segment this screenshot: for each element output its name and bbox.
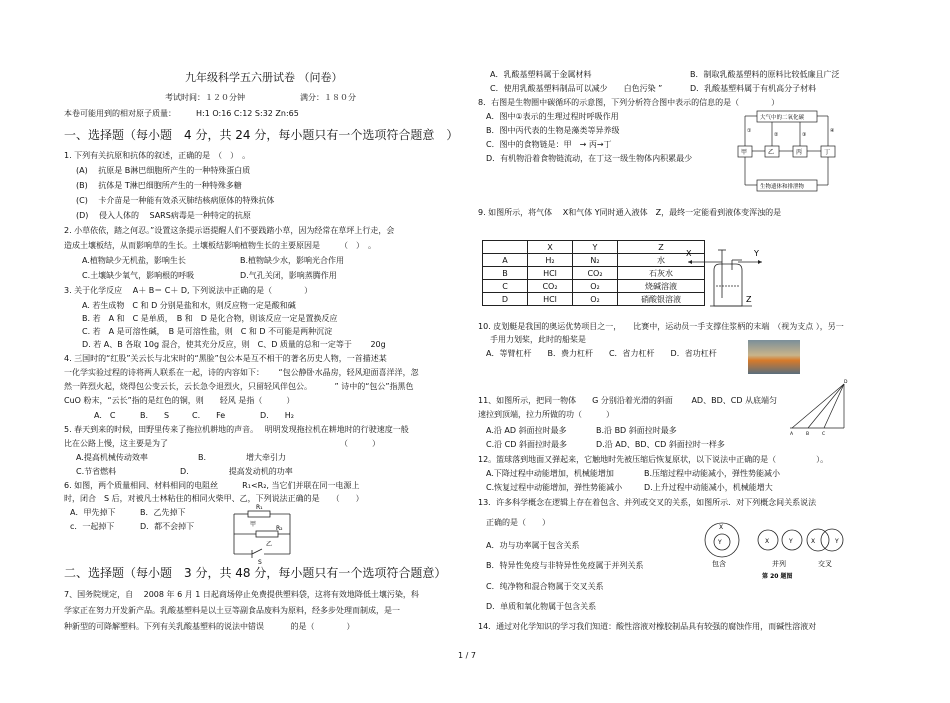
table-row: [483, 293, 705, 306]
q10-stem-line1: 10. 皮划艇是我国的奥运优势项目之一， 比赛中，运动员一手支撑住浆柄的末端 （视为支点 ），另一: [478, 322, 844, 331]
q11-option-a: A.沿 AD 斜面拉时最多: [486, 426, 567, 435]
q5-option-d: D. 提高发动机的功率: [180, 467, 293, 476]
q8-mark-3: ③: [802, 132, 807, 138]
section-2-heading: 二、选择题（每小题 3 分，共 48 分，每小题只有一个选项符合题意）: [64, 566, 447, 580]
table-cell: C: [483, 280, 528, 293]
q1-option-d: (D) 侵入人体的 SARS病毒是一种特定的抗原: [76, 211, 251, 220]
table-cell: A: [483, 254, 528, 267]
q9-label-y: Y: [754, 249, 759, 258]
q13-relation-diagram: [700, 514, 850, 582]
q6-option-b: B．乙先掉下: [140, 508, 186, 517]
q11-option-d: D.沿 AD、BD、CD 斜面拉时一样多: [596, 440, 725, 449]
exam-score: 满分：１８０分: [300, 93, 356, 102]
table-cell: 硝酸银溶液: [618, 293, 705, 306]
q9-label-z: Z: [746, 295, 752, 304]
q11-incline-diagram: [788, 378, 850, 436]
q11-label-c: C: [822, 432, 826, 436]
q13-stem-line1: 13．许多科学概念在逻辑上存在着包含、并列或交叉的关系，如图所示．对下列概念间关系说法: [478, 498, 817, 507]
q9-table: [482, 240, 705, 306]
q13-label-contain: 包含: [712, 560, 726, 568]
q9-stem: 9. 如图所示，将气体 X和气体 Y同时通入液体 Z，最终一定能看到液体变浑浊的是: [478, 208, 782, 217]
q8-node-jia: 甲: [741, 149, 748, 156]
q8-node-co2: 大气中的二氧化碳: [760, 115, 805, 121]
q2-option-a: A.植物缺少无机盐，影响生长: [82, 256, 186, 265]
q3-option-d: D. 若 A、B 各取 10g 混合，使其充分反应，则 C、D 质量的总和一定等于 20g: [82, 340, 386, 349]
q4-option-b: B. S: [140, 411, 170, 420]
q3-option-a: A. 若生成物 C 和 D 分别是盐和水，则反应物一定是酸和碱: [82, 301, 296, 310]
q12-option-d: D.上升过程中动能减小，机械能增大: [644, 483, 773, 492]
q5-option-b: B. 增大牵引力: [198, 453, 287, 462]
table-cell: CO₂: [573, 267, 618, 280]
q13-stem-line2: 正确的是（ ）: [486, 518, 550, 527]
q4-stem-line4: CuO 粉末，“云长”指的是红色的铜，则 轻风 是指（ ）: [64, 396, 295, 405]
q6-option-d: D．都不会掉下: [140, 522, 195, 531]
q4-option-a: A. C: [94, 411, 116, 420]
q11-label-b: B: [806, 432, 810, 436]
table-cell: 水: [618, 254, 705, 267]
q13-option-a: A．功与功率属于包含关系: [486, 541, 580, 550]
q6-label-yi: 乙: [266, 541, 273, 548]
q6-option-a: A．甲先掉下: [70, 508, 116, 517]
q11-stem-line2: 速拉到顶端，拉力所做的功（ ）: [478, 410, 614, 419]
atomic-mass-label: 本卷可能用到的相对原子质量：: [64, 109, 176, 118]
q6-stem-line1: 6. 如图，两个质量相同、材料相同的电阻丝 R₁<R₂, 当它们并联在同一电源上: [64, 481, 360, 490]
svg-text:X: X: [719, 524, 724, 531]
q6-circuit-diagram: [228, 504, 298, 566]
table-row: [483, 254, 705, 267]
q2-stem-line1: 2. 小草依依，踏之何忍。”设置这条提示语提醒人们不要践踏小草，因为经常在草坪上行走，会: [64, 226, 395, 235]
q10-stem-line2: 手用力划桨，此时的船桨是: [490, 335, 586, 344]
table-row: [483, 267, 705, 280]
q6-label-r2: R₂: [276, 525, 283, 532]
svg-text:Y: Y: [835, 538, 839, 545]
table-cell: N₂: [573, 254, 618, 267]
q4-option-d: D. H₂: [260, 411, 294, 420]
q4-stem-line1: 4. 三国时的“红股”关云长与北宋时的“黑脸”包公本是互不相干的著名历史人物，一首描述某: [64, 354, 387, 363]
q5-stem-line1: 5. 春天到来的时候，田野里传来了拖拉机耕地的声音。 明明发现拖拉机在耕地时的行驶速度一般: [64, 425, 409, 434]
q8-node-bing: 丙: [796, 149, 803, 156]
table-cell: CO₂: [528, 280, 573, 293]
q6-label-jia: 甲: [250, 521, 257, 528]
table-cell: H₂: [528, 254, 573, 267]
q9-gas-bottle-diagram: [686, 240, 768, 312]
q1-stem: 1. 下列有关抗原和抗体的叙述，正确的是 （ ） 。: [64, 151, 251, 160]
page-number: 1 / 7: [458, 651, 476, 660]
q6-label-s: S: [258, 559, 262, 566]
table-cell: HCl: [528, 267, 573, 280]
table-cell: 烧碱溶液: [618, 280, 705, 293]
q11-option-c: C.沿 CD 斜面拉时最多: [486, 440, 567, 449]
q13-option-b: B．特异性免疫与非特异性免疫属于并列关系: [486, 561, 644, 570]
q1-option-c: (C) 卡介苗是一种能有效杀灭肺结核病原体的特殊抗体: [76, 196, 275, 205]
table-cell: 石灰水: [618, 267, 705, 280]
q3-option-c: C. 若 A 是可溶性碱， B 是可溶性盐，则 C 和 D 不可能是两种沉淀: [82, 327, 333, 336]
table-cell: B: [483, 267, 528, 280]
q10-options: A．等臂杠杆 B．费力杠杆 C．省力杠杆 D．省功杠杆: [486, 349, 717, 358]
q4-option-c: C. Fe: [192, 411, 226, 420]
q2-option-b: B.植物缺少水，影响光合作用: [240, 256, 345, 265]
q8-node-yi: 乙: [768, 149, 775, 156]
table-cell: O₂: [573, 280, 618, 293]
q6-option-c: c．一起掉下: [70, 522, 115, 531]
table-cell: O₂: [573, 293, 618, 306]
q9-label-x: X: [686, 249, 692, 258]
q9-header-z: Z: [618, 241, 705, 254]
q13-option-d: D．单质和氧化物属于包含关系: [486, 602, 597, 611]
q8-option-d: D．有机物沿着食物链流动，在丁这一级生物体内积累最少: [486, 154, 693, 163]
q5-option-a: A.提高机械传动效率: [76, 453, 148, 462]
exam-time: 考试时间：１２０分钟: [165, 93, 245, 102]
q8-carbon-cycle-diagram: [735, 108, 845, 196]
q8-option-c: C．图中的食物链是：甲 → 丙→丁: [486, 140, 612, 149]
table-row: [483, 280, 705, 293]
q11-stem-line1: 11、如图所示，把同一物体 G 分别沿着光滑的斜面 AD、BD、CD 从底端匀: [478, 396, 778, 405]
svg-text:X: X: [811, 538, 816, 545]
q11-label-d: D: [844, 380, 848, 385]
q8-mark-2: ②: [774, 132, 779, 138]
q7-option-d: D．乳酸基塑料属于有机高分子材料: [690, 84, 817, 93]
svg-text:Y: Y: [718, 539, 722, 546]
q8-mark-1: ①: [747, 128, 752, 134]
table-cell: HCl: [528, 293, 573, 306]
q13-caption: 第 20 题图: [762, 573, 793, 580]
q8-node-ding: 丁: [824, 149, 831, 156]
q8-node-remains: 生物遗体和排泄物: [760, 184, 805, 190]
svg-text:X: X: [765, 538, 770, 545]
q8-option-b: B．图中丙代表的生物是藻类等异养级: [486, 126, 620, 135]
q9-header-x: X: [528, 241, 573, 254]
q11-option-b: B.沿 BD 斜面拉时最多: [596, 426, 677, 435]
q13-label-parallel: 并列: [772, 560, 786, 568]
q12-stem: 12。篮球落到地面又弹起来，它触地时先被压缩后恢复原状，以下说法中正确的是（ ）。: [478, 455, 829, 464]
svg-text:Y: Y: [789, 538, 793, 545]
atomic-mass-values: H:1 O:16 C:12 S:32 Zn:65: [196, 109, 299, 118]
q9-header-empty: [483, 241, 528, 254]
q3-stem: 3. 关于化学反应 A＋ B＝ C＋ D, 下列说法中正确的是（ ）: [64, 286, 313, 295]
q5-option-c: C.节省燃料: [76, 467, 117, 476]
q8-stem: 8．右图是生物圈中碳循环的示意图，下列分析符合图中表示的信息的是（ ）: [478, 98, 780, 107]
q14-stem: 14．通过对化学知识的学习我们知道：酸性溶液对橡胶制品具有较强的腐蚀作用，而碱性溶液对: [478, 622, 817, 631]
section-1-heading: 一、选择题（每小题 4 分，共 24 分，每小题只有一个选项符合题意 ）: [64, 128, 459, 142]
q11-label-a: A: [790, 432, 794, 436]
q12-option-b: B.压缩过程中动能减小，弹性势能减小: [644, 469, 781, 478]
q9-header-y: Y: [573, 241, 618, 254]
q7-option-c: C．使用乳酸基塑料制品可以减少 白色污染 ”: [490, 84, 663, 93]
q4-stem-line3: 然一阵烈火起，烧得包公变云长，云长急令退烈火，只留轻风伴包公。 ” 诗中的“包公”指黑色: [64, 382, 414, 391]
q12-option-c: C.恢复过程中动能增加，弹性势能减小: [486, 483, 623, 492]
q3-option-b: B. 若 A 和 C 是单质， B 和 D 是化合物，则该反应一定是置换反应: [82, 314, 338, 323]
q2-option-d: D.气孔关闭，影响蒸腾作用: [240, 271, 337, 280]
q5-stem-line2: 比在公路上慢，这主要是为了 （ ）: [64, 439, 380, 448]
q7-stem-line3: 种新型的可降解塑料。下列有关乳酸基塑料的说法中错误 的是（ ）: [64, 622, 355, 631]
q12-option-a: A.下降过程中动能增加，机械能增加: [486, 469, 614, 478]
q7-option-b: B．制取乳酸基塑料的原料比较低廉且广泛: [690, 70, 840, 79]
q6-stem-line2: 时，闭合 S 后，对被凡士林粘住的相同火柴甲、乙，下列说法正确的是 （ ）: [64, 494, 364, 503]
q7-option-a: A．乳酸基塑料属于金属材料: [490, 70, 592, 79]
q2-option-c: C.土壤缺少氧气，影响根的呼吸: [82, 271, 195, 280]
table-cell: D: [483, 293, 528, 306]
q2-stem-line2: 造成土壤板结，从而影响草的生长。土壤板结影响植物生长的主要原因是 （ ） 。: [64, 241, 376, 250]
q8-mark-4: ④: [830, 128, 835, 134]
q1-option-b: (B) 抗体是 T淋巴细胞所产生的一种特殊多糖: [76, 181, 242, 190]
q4-stem-line2: 一化学实验过程的诗将两人联系在一起，诗的内容如下： “包公静卧水晶房，轻风迎面喜洋洋，忽: [64, 368, 419, 377]
q13-option-c: C．纯净物和混合物属于交叉关系: [486, 582, 604, 591]
q10-kayak-photo: [748, 340, 800, 374]
q6-label-r1: R₁: [256, 504, 263, 511]
q7-stem-line1: 7、国务院规定，自 2008 年 6 月 1 日起商场停止免费提供塑料袋，这将有效地降低土壤污染，科: [64, 590, 419, 599]
page-title: 九年级科学五六册试卷 （问卷）: [185, 71, 343, 84]
q13-label-cross: 交叉: [818, 560, 832, 568]
q7-stem-line2: 学家正在努力开发新产品。乳酸基塑料是以土豆等副食品废料为原料，经多步处理而制成，是一: [64, 606, 400, 615]
q8-option-a: A．图中①表示的生理过程时呼吸作用: [486, 112, 619, 121]
table-row: [483, 241, 705, 254]
q1-option-a: (A) 抗原是 B淋巴细胞所产生的一种特殊蛋白质: [76, 166, 251, 175]
